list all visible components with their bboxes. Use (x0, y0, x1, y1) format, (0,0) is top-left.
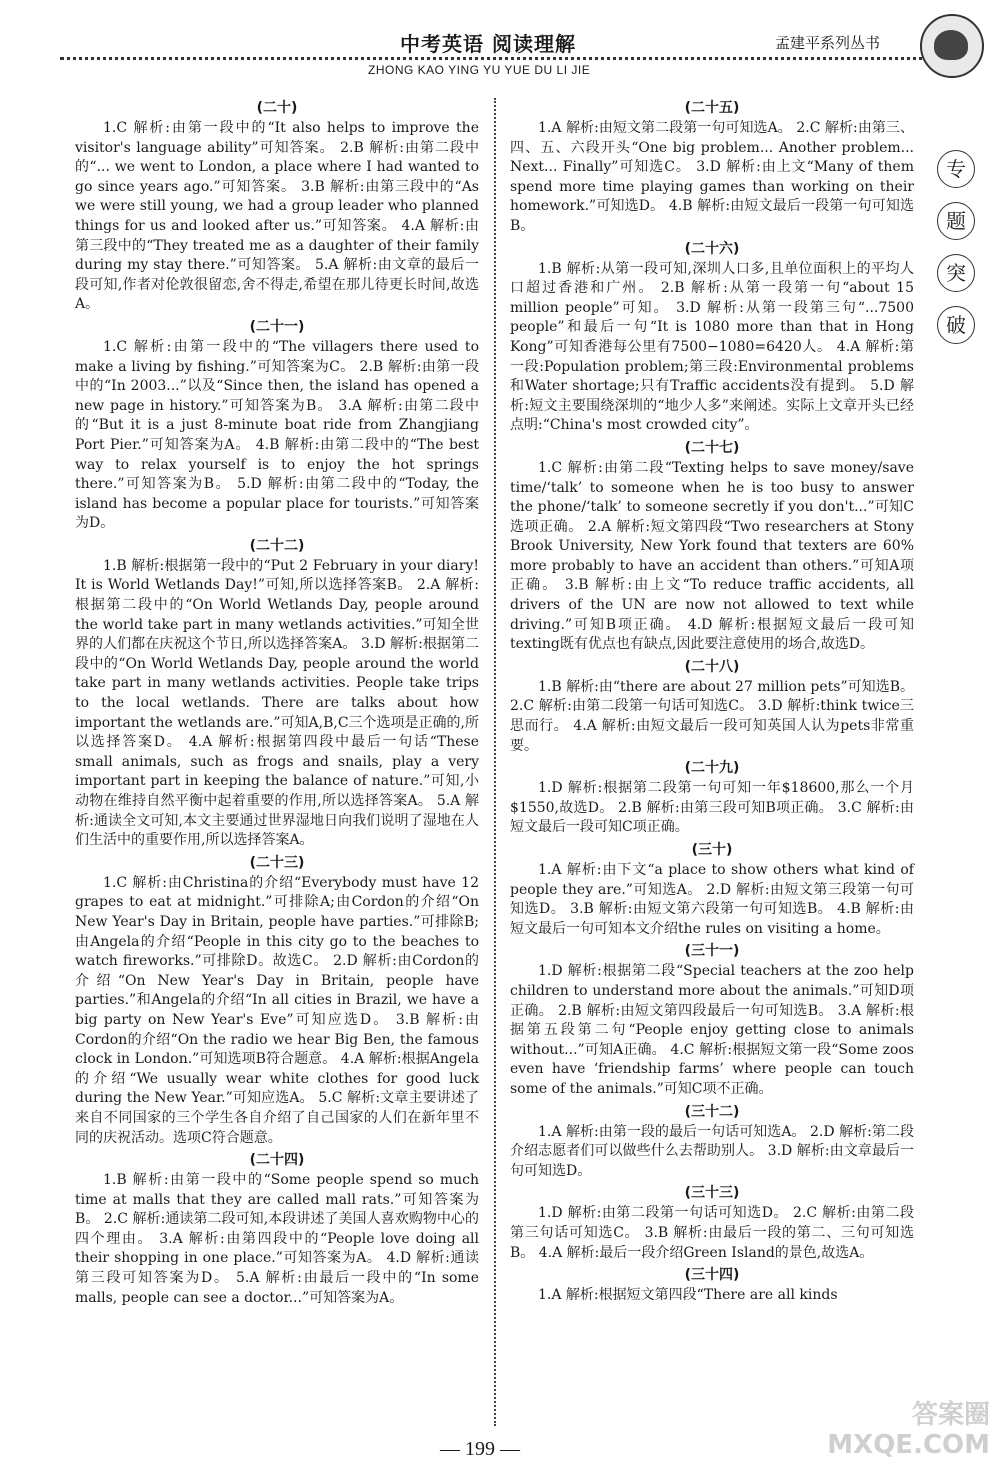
section-number: (二十三) (249, 854, 305, 871)
answer-section (510, 99, 914, 237)
section-answers: 1.D 解析:根据第二段“Special teachers at the zoo help children to understand more about the animals.”可知D项正确。 2.B 解析:由短文第四段最后一句可知选B。 3.A 解析:根据第五段第二句“People enjoy getting close to animals without...”可知A正确。 4.C 解析:根据短文第一段“Some zoos even have ‘friendship farms’ where people can touch some of the animals.”可知C项不正确。 (510, 963, 914, 1097)
answer-section (75, 1151, 479, 1308)
answer-section (510, 439, 914, 655)
section-answers: 1.D 解析:由第二段第一句话可知选D。 2.C 解析:由第二段第三句话可知选C。 3.B 解析:由最后一段的第二、三句可知选B。 4.A 解析:最后一段介绍Green Island的景色,故选A。 (510, 1205, 914, 1261)
left-column (75, 96, 479, 1416)
section-number: (三十二) (684, 1103, 740, 1120)
section-number: (三十四) (684, 1267, 740, 1284)
section-number: (二十) (256, 100, 298, 116)
series-name: 孟建平系列丛书 (775, 34, 881, 52)
section-number: (三十一) (684, 943, 740, 960)
section-answers: 1.A 解析:由第一段的最后一句话可知选A。 2.D 解析:第二段介绍志愿者们可以做些什么去帮助别人。 3.D 解析:由文章最后一句可知选D。 (510, 1123, 914, 1179)
side-tab-3: 突 (937, 254, 975, 292)
answer-section (75, 537, 479, 851)
answer-section (510, 759, 914, 838)
section-answers: 1.B 解析:由第一段中的“Some people spend so much time at malls that they are called mall rats.”可知答案为B。 2.C 解析:通读第二段可知,本段讲述了美国人喜欢购物中心的四个理由。 3.A 解析:由第四段中的“People love doing all their shopping in one place.”可知答案为A。 4.D 解析:通读第三段可知答案为D。 5.A 解析:由最后一段中的“In some malls, people can see a doctor...”可知答案为A。 (75, 1172, 479, 1306)
section-number: (二十二) (249, 537, 305, 554)
section-number: (二十四) (249, 1152, 305, 1169)
answer-section (510, 1103, 914, 1182)
section-number: (二十六) (684, 240, 740, 257)
answer-section (75, 318, 479, 534)
answer-section (510, 1266, 914, 1306)
header-dotted-rule (60, 57, 930, 60)
section-number: (三十) (691, 842, 733, 858)
page-header (0, 0, 1000, 100)
side-tab-1: 专 (937, 150, 975, 188)
section-number: (二十九) (684, 760, 740, 777)
section-number: (二十五) (684, 100, 740, 116)
book-pinyin-subtitle: ZHONG KAO YING YU YUE DU LI JIE (368, 63, 591, 77)
column-divider (494, 98, 496, 1426)
section-answers: 1.C 解析:由Christina的介绍“Everybody must have 12 grapes to eat at midnight.”可排除A;由Cordon的介绍“On New Year's Day in Britain, people have parties.”可排除B;由Angela的介绍“People in this city go to the beaches to watch fireworks.”可排除D。故选C。 2.D 解析:由Cordon的介绍“On New Year's Day in Britain, people have parties.”和Angela的介绍“In all cities in Brazil, we have a big party on New Year's Eve”可知应选D。 3.B 解析:由Cordon的介绍“On the radio we hear Big Ben, the famous clock in London.”可知选项B符合题意。 4.A 解析:根据Angela的介绍“We usually wear white clothes for good luck during the New Year.”可知应选A。 5.C 解析:文章主要讲述了来自不同国家的三个学生各自介绍了自己国家的人们在新年里不同的庆祝活动。选项C符合题意。 (75, 874, 479, 1146)
section-answers: 1.B 解析:从第一段可知,深圳人口多,且单位面积上的平均人口超过香港和广州。 2.B 解析:从第一段第一句“about 15 million people”可知。 3.D 解析:从第一段第三句“...7500 people”和最后一句“It is 1080 more than that in Hong Kong”可知香港每公里有7500−1080=6420人。 4.A 解析:第一段:Population problem;第三段:Environmental problems和Water shortage;只有Traffic accidents没有提到。 5.D 解析:短文主要围绕深圳的“地少人多”来阐述。实际上文章开头已经点明:“China's most crowded city”。 (510, 260, 914, 434)
section-answers: 1.A 解析:由短文第二段第一句可知选A。 2.C 解析:由第三、四、五、六段开头“One big problem... Another problem... Next... Finally”可知选C。 3.D 解析:由上文“Many of them spend more time playing games than working on their homework.”可知选D。 4.B 解析:由短文最后一段第一句可知选B。 (510, 120, 914, 234)
section-answers: 1.B 解析:根据第一段中的“Put 2 February in your diary! It is World Wetlands Day!”可知,所以选择答案B。 2.A 解析:根据第二段中的“On World Wetlands Day, people around the world take part in many wetlands activities.”可知全世界的人们都在庆祝这个节日,所以选择答案A。 3.D 解析:根据第二段中的“On World Wetlands Day, people around the world take part in many wetlands activities. People take trips to the local wetlands. There are talks about how important the wetlands are.”可知A,B,C三个选项是正确的,所以选择答案D。 4.A 解析:根据第四段中最后一句话“These small animals, such as frogs and snails, play a very important part in keeping the balance of nature.”可知,小动物在维持自然平衡中起着重要的作用,所以选择答案A。 5.A 解析:通读全文可知,本文主要通过世界湿地日向我们说明了湿地在人们生活中的重要作用,所以选择答案A。 (75, 557, 480, 849)
section-answers: 1.C 解析:由第一段中的“The villagers there used to make a living by fishing.”可知答案为C。 2.B 解析:由第一段中的“In 2003...”以及“Since then, the island has opened a new page in history.”可知答案为B。 3.A 解析:由第二段中的“But it is a just 8-minute boat ride from Zhangjiang Port Pier.”可知答案为A。 4.B 解析:由第二段中的“The best way to relax yourself is to enjoy the hot springs there.”可知答案为B。 5.D 解析:由第二段中的“Today, the island has become a popular place for tourists.”可知答案为D。 (75, 338, 479, 532)
book-title: 中考英语 阅读理解 (400, 32, 576, 56)
section-number: (三十三) (684, 1185, 740, 1202)
section-answers: 1.A 解析:根据短文第四段“There are all kinds (538, 1287, 838, 1304)
publisher-logo-icon (920, 14, 984, 78)
answer-section (510, 240, 914, 436)
answer-section (510, 1184, 914, 1263)
page-number: — 199 — (440, 1438, 520, 1460)
section-answers: 1.C 解析:由第一段中的“It also helps to improve the visitor's language ability”可知答案。 2.B 解析:由第二段中的“... we went to London, a place where I had wanted to go since years ago.”可知答案。 3.B 解析:由第三段中的“As we were still young, we had a group leader who planned things for us and looked after us.”可知答案。 4.A 解析:由第三段中的“They treated me as a daughter of their family during my stay there.”可知答案。 5.A 解析:由文章的最后一段可知,作者对伦敦很留恋,舍不得走,希望在那儿待更长时间,故选A。 (75, 120, 479, 313)
section-number: (二十八) (684, 658, 740, 675)
answer-section (75, 99, 479, 315)
answer-section (510, 658, 914, 756)
section-number: (二十七) (684, 439, 740, 456)
section-answers: 1.A 解析:由下文“a place to show others what kind of people they are.”可知选A。 2.D 解析:由短文第三段第一句可知选D。 3.B 解析:由短文第六段第一句可知选B。 4.B 解析:由短文最后一句可知本文介绍the rules on visiting a home。 (510, 862, 914, 937)
section-number: (二十一) (249, 318, 305, 335)
right-column (510, 96, 914, 1416)
answer-section (510, 841, 914, 939)
section-answers: 1.C 解析:由第二段“Texting helps to save money/save time/‘talk’ to someone when he is too busy to answer the phone/‘talk’ to someone secretly if you don't...”可知C选项正确。 2.A 解析:短文第四段“Two researchers at Stony Brook University, New York found that texters are 60% more probably to have an accident than others.”可知A项正确。 3.B 解析:由上文“To reduce traffic accidents, all drivers of the UN are now not allowed to text while driving.”可知B项正确。 4.D 解析:根据短文最后一段可知texting既有优点也有缺点,因此要注意使用的场合,故选D。 (510, 459, 914, 653)
section-answers: 1.B 解析:由“there are about 27 million pets”可知选B。 2.C 解析:由第二段第一句话可知选C。 3.D 解析:think twice三思而行。 4.A 解析:由短文最后一段可知英国人认为pets非常重要。 (510, 678, 914, 754)
site-watermark (800, 1400, 990, 1468)
side-tab-4: 破 (937, 306, 975, 344)
watermark-line-1: 答案圈 (911, 1400, 990, 1430)
answer-section (75, 854, 479, 1148)
watermark-line-2: MXQE.COM (827, 1430, 990, 1460)
section-answers: 1.D 解析:根据第二段第一句可知一年$18600,那么一个月$1550,故选D。 2.B 解析:由第三段可知B项正确。 3.C 解析:由短文最后一段可知C项正确。 (510, 780, 914, 836)
side-tab-2: 题 (937, 202, 975, 240)
answer-section (510, 942, 914, 1099)
